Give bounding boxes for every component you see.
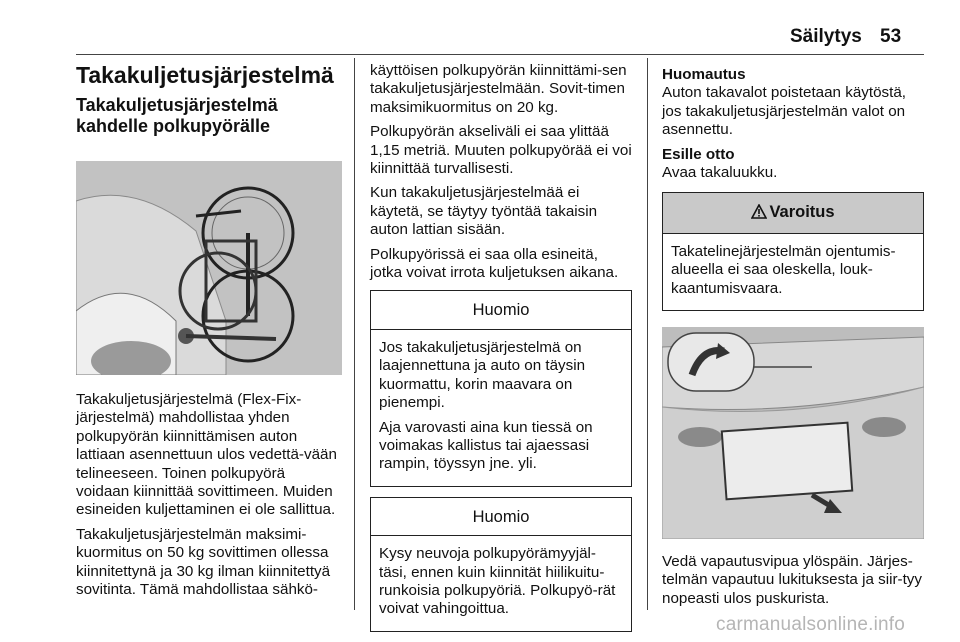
caution-box-title: Huomio bbox=[371, 498, 631, 536]
instruction-step: Avaa takaluukku. bbox=[662, 164, 778, 182]
paragraph: Kun takakuljetusjärjestelmää ei käytetä, se täytyy työntää takaisin auton lattian sisään. bbox=[370, 184, 598, 239]
caution-box bbox=[370, 497, 632, 632]
bike-carrier-illustration bbox=[76, 161, 342, 375]
watermark: carmanualsonline.info bbox=[716, 614, 906, 635]
warning-box-title bbox=[663, 193, 923, 233]
column-divider-2 bbox=[647, 58, 648, 610]
paragraph: käyttöisen polkupyörän kiinnittämi-sen takakuljetusjärjestelmään. Sovit-timen maksimikuormitus on 20 kg. bbox=[370, 62, 627, 116]
section-subtitle: Takakuljetusjärjestelmä kahdelle polkupyörälle bbox=[76, 95, 278, 136]
paragraph: Polkupyörissä ei saa olla esineitä, jotka voivat irrota kuljetuksen aikana. bbox=[370, 245, 619, 282]
note-heading: Huomautus bbox=[662, 66, 746, 83]
paragraph: Vedä vapautusvipua ylöspäin. Järjes-telmän vapautuu lukituksesta ja siir-tyy nopeasti ulos puskurista. bbox=[662, 553, 922, 607]
warning-text: Takatelinejärjestelmän ojentumis-alueella ei saa oleskella, louk-kaantumisvaara. bbox=[671, 242, 896, 297]
column-3 bbox=[662, 66, 924, 614]
bumper-release-lever-illustration bbox=[662, 327, 924, 539]
caution-text: Jos takakuljetusjärjestelmä on laajennettuna ja auto on täysin kuormattu, korin maavara on pienempi. bbox=[379, 338, 586, 412]
warning-title-text: Varoitus bbox=[769, 203, 835, 222]
column-2 bbox=[370, 62, 632, 642]
caution-box bbox=[370, 290, 632, 486]
paragraph: Takakuljetusjärjestelmä (Flex-Fix-järjestelmä) mahdollistaa yhden polkupyörän kiinnittämisen auton lattiaan asennettuun ulos vedettä-vään telineeseen. Toinen polkupyörä voidaan kiinnittää sovittimeen. Muiden esineiden kuljettaminen ei ole sallittua. bbox=[76, 391, 337, 519]
page-header-title: Säilytys bbox=[790, 26, 862, 47]
caution-text: Aja varovasti aina kun tiessä on voimakas kallistus tai ajaessasi rampin, töyssyn jne. yli. bbox=[379, 418, 593, 473]
page-number: 53 bbox=[880, 26, 902, 47]
note-text: Auton takavalot poistetaan käytöstä, jos takakuljetusjärjestelmän valot on asennettu. bbox=[662, 84, 907, 139]
subsection-heading: Esille otto bbox=[662, 145, 735, 163]
paragraph: Takakuljetusjärjestelmän maksimi-kuormitus on 50 kg sovittimen ollessa kiinnitettynä ja 30 kg ilman kiinnitettyä sovitinta. Tämä mahdollistaa sähkö- bbox=[76, 525, 331, 599]
header-rule bbox=[76, 54, 924, 55]
caution-box-title: Huomio bbox=[371, 291, 631, 329]
column-divider-1 bbox=[354, 58, 355, 610]
warning-box bbox=[662, 192, 924, 311]
paragraph: Polkupyörän akseliväli ei saa ylittää 1,15 metriä. Muuten polkupyörää ei voi kiinnittää turvallisesti. bbox=[370, 123, 632, 178]
section-title: Takakuljetusjärjestelmä bbox=[76, 62, 334, 88]
caution-text: Kysy neuvoja polkupyörämyyjäl-täsi, ennen kuin kiinnität hiilikuitu-runkoisia polkupyöriä. Polkupyö-rät voivat vahingoittua. bbox=[379, 545, 616, 618]
warning-triangle-icon bbox=[751, 204, 767, 223]
column-1 bbox=[76, 62, 342, 605]
